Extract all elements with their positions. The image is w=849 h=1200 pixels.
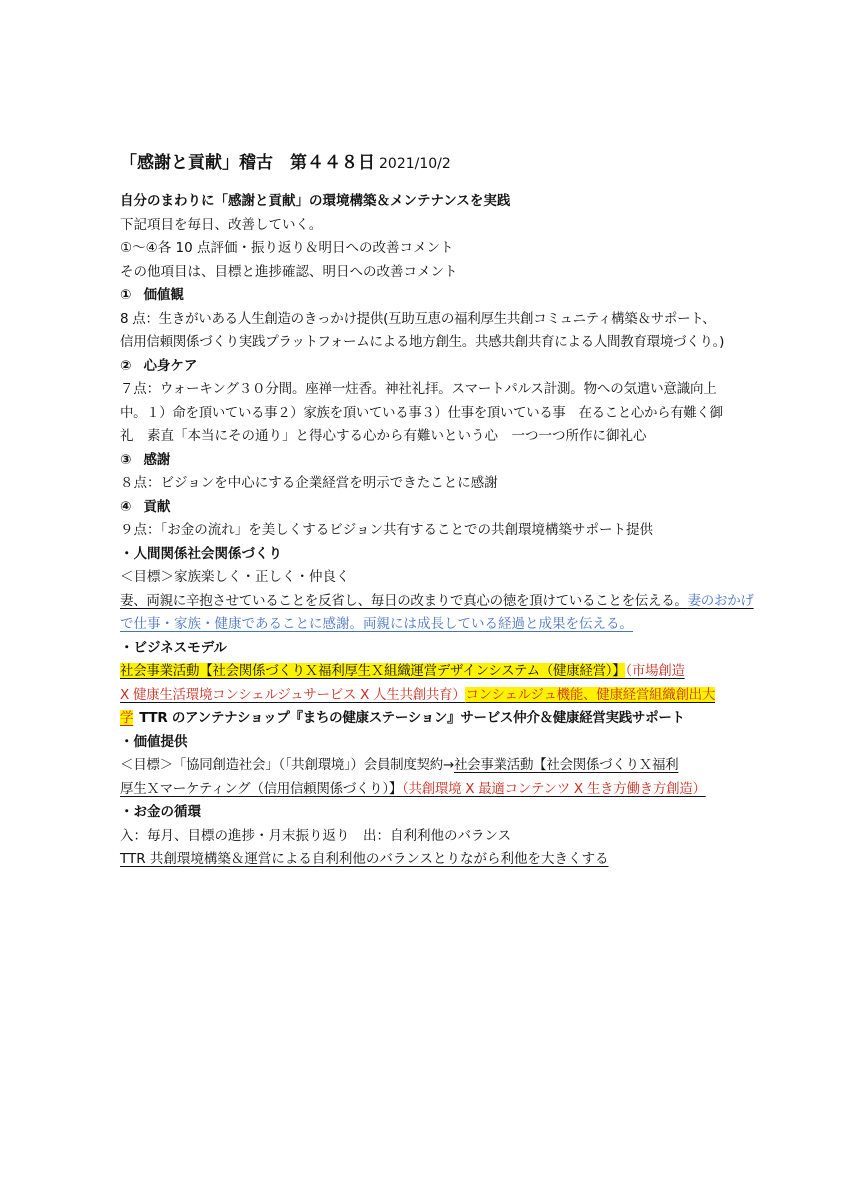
section-heading-gratitude: ③ 感謝 [120, 451, 171, 468]
money-line: 入：毎月、目標の進捗・月末振り返り 出：自利利他のバランス [120, 827, 512, 844]
business-heading: ・ビジネスモデル [120, 639, 227, 656]
section-text: ７点：ウォーキング３０分間。座禅一炷香。神社礼拝。スマートパルス計測。物への気遣い意識向上 [120, 381, 717, 397]
section-heading-care: ② 心身ケア [120, 357, 198, 374]
relations-heading: ・人間関係社会関係づくり [120, 545, 282, 562]
section-heading-values: ① 価値観 [120, 287, 184, 303]
value-heading: ・価値提供 [120, 733, 188, 750]
section-text: 8 点：生きがいある人生創造のきっかけ提供(互助互恵の福利厚生共創コミュニティ構築＆サポート、 [120, 310, 716, 327]
value-line: 厚生Ｘマーケティング（信用信頼関係づくり）】（共創環境 X 最適コンテンツ X 生き方働き方創造） [120, 780, 706, 797]
money-line: TTR 共創環境構築＆運営による自利利他のバランスとりながら利他を大きくする [120, 851, 609, 867]
intro-heading: 自分のまわりに「感謝と貢献」の環境構築＆メンテナンスを実践 [120, 193, 511, 209]
business-line: X 健康生活環境コンシェルジュサービス X 人生共創共育）コンシェルジュ機能、健康経営組織創出大 [120, 686, 716, 703]
section-text: ９点：「お金の流れ」を美しくするビジョン共有することでの共創環境構築サポート提供 [120, 522, 653, 538]
section-text: 信用信頼関係づくり実践プラットフォームによる地方創生。共感共創共育による人間教育環境づくり。) [120, 334, 725, 350]
business-line: 社会事業活動【社会関係づくりＸ福利厚生Ｘ組織運営デザインシステム（健康経営）】（市場創造 [120, 663, 685, 679]
section-text: ８点：ビジョンを中心にする企業経営を明示できたことに感謝 [120, 475, 498, 491]
intro-line: その他項目は、目標と進捗確認、明日への改善コメント [120, 263, 458, 280]
section-text: 礼 素直「本当にその通り」と得心する心から有難いという心 一つ一つ所作に御礼心 [120, 428, 647, 444]
title-date: 2021/10/2 [379, 156, 451, 172]
relations-goal: ＜目標＞家族楽しく・正しく・仲良く [120, 569, 350, 585]
money-heading: ・お金の循環 [120, 804, 201, 820]
relations-line: で仕事・家族・健康であることに感謝。両親には成長している経過と成果を伝える。 [120, 616, 633, 632]
page-title [120, 150, 730, 176]
document-page [120, 150, 754, 872]
value-line: ＜目標＞「協同創造社会」（「共創環境」）会員制度契約→社会事業活動【社会関係づくりＸ福利 [120, 757, 679, 773]
section-text: 中。１）命を頂いている事２）家族を頂いている事３）仕事を頂いている事 在ること心から有難く御 [120, 404, 723, 421]
intro-line: 下記項目を毎日、改善していく。 [120, 216, 323, 233]
section-heading-contribution: ④ 貢献 [120, 498, 171, 515]
relations-line: 妻、両親に辛抱させていることを反省し、毎日の改まりで真心の徳を頂けていることを伝える。妻のおかげ [120, 592, 754, 609]
intro-line: ①～④各 10 点評価・振り返り＆明日への改善コメント [120, 240, 454, 256]
business-line: 学 TTR のアンテナショップ『まちの健康ステーション』サービス仲介＆健康経営実践サポート [120, 710, 685, 726]
title-text: 「感謝と貢献」稽古 第４４８日 [120, 153, 375, 173]
